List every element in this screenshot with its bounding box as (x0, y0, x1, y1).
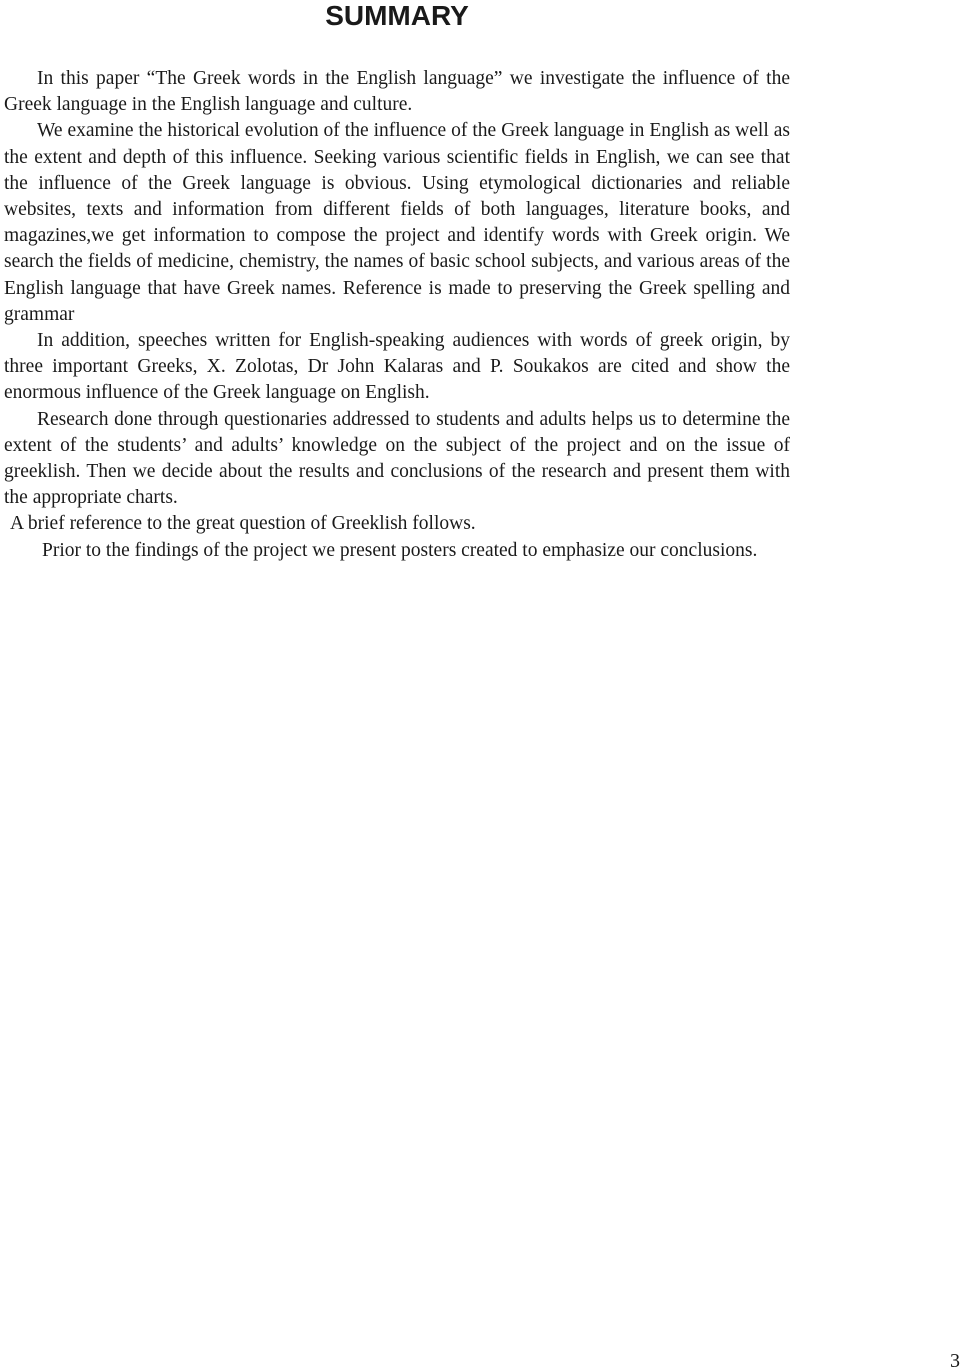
page-number: 3 (950, 1350, 960, 1372)
paragraph-speeches: In addition, speeches written for English-speaking audiences with words of greek origin, by three important Greeks, X. Zolotas, Dr John Kalaras and P. Soukakos are cited and show the enormous influence of the Greek language on English. (4, 330, 790, 404)
paragraph-method: We examine the historical evolution of the influence of the Greek language in English as well as the extent and depth of this influence. Seeking various scientific fields in English, we can see that the influence of the Greek language is obvious. Using etymological dictionaries and reliable websites, texts and information from different fields of both languages, literature books, and magazines,we get information to compose the project and identify words with Greek origin. We search the fields of medicine, chemistry, the names of basic school subjects, and various areas of the English language that have Greek names. Reference is made to preserving the Greek spelling and grammar (4, 120, 790, 325)
paragraph-research: Research done through questionaries addressed to students and adults helps us to determine the extent of the students’ and adults’ knowledge on the subject of the project and on the issue of greeklish. Then we decide about the results and conclusions of the research and present them with the appropriate charts. (4, 408, 790, 509)
paragraph-posters: Prior to the findings of the project we present posters created to emphasize our conclusions. (42, 539, 758, 561)
paragraph-greeklish: A brief reference to the great question of Greeklish follows. (10, 513, 476, 535)
paragraph-intro: In this paper “The Greek words in the English language” we investigate the influence of the Greek language in the English language and culture. (4, 68, 790, 116)
summary-body (4, 66, 790, 564)
page-title: SUMMARY (325, 0, 469, 31)
